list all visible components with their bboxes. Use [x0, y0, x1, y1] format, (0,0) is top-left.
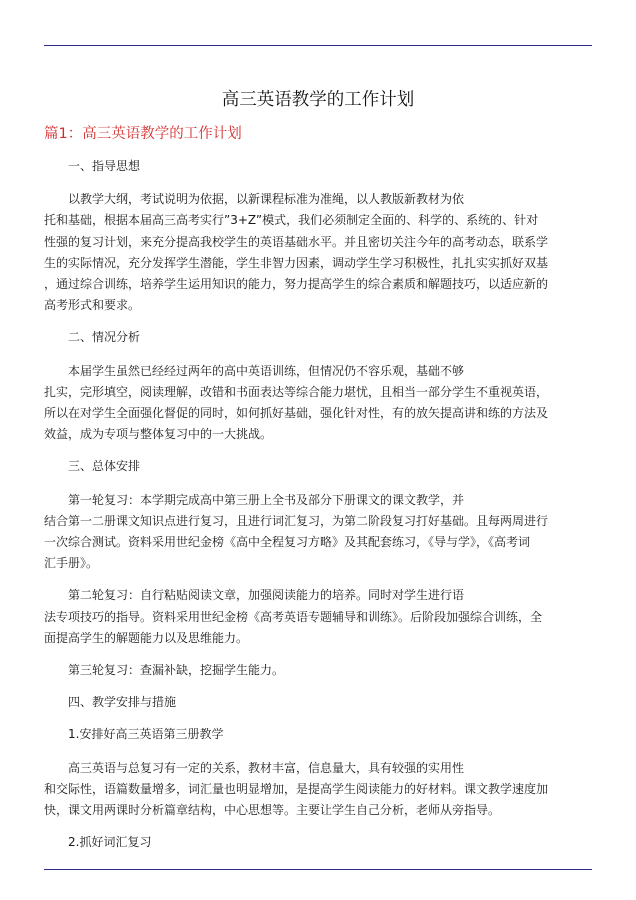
paragraph	[44, 660, 592, 681]
paragraph-line: 第三轮复习：查漏补缺，挖掘学生能力。	[68, 663, 285, 678]
paragraph	[44, 490, 592, 575]
paragraph-line: 结合第一二册课文知识点进行复习，且进行词汇复习，为第二阶段复习打好基础。且每两周进行	[44, 513, 549, 528]
paragraph-line: 生的实际情况，充分发挥学生潜能，学生非智力因素，调动学生学习积极性，扎扎实实抓好双基	[44, 255, 549, 270]
paragraph-line: 效益，成为专项与整体复习中的一大挑战。	[44, 427, 273, 442]
paragraph	[44, 585, 592, 649]
paragraph-line: 高考形式和要求。	[44, 298, 141, 313]
paragraph-line: 性强的复习计划，来充分提高我校学生的英语基础水平。并且密切关注今年的高考动态，联系学	[44, 234, 549, 249]
subsection-heading: 2.抓好词汇复习	[68, 835, 152, 850]
paragraph-line: 快，课文用两课时分析篇章结构，中心思想等。主要让学生自己分析，老师从旁指导。	[44, 803, 501, 818]
paragraph-line: 所以在对学生全面强化督促的同时，如何抓好基础，强化针对性，有的放矢提高讲和练的方法及	[44, 406, 549, 421]
document-title: 高三英语教学的工作计划	[221, 90, 415, 110]
paragraph-line: 托和基础，根据本届高三高考实行”3+Z”模式，我们必须制定全面的、科学的、系统的、针对	[44, 213, 539, 228]
paragraph-line: 一次综合测试。资料采用世纪金榜《高中全程复习方略》及其配套练习，《导与学》，《高考词	[44, 535, 531, 550]
paragraph-line: ，通过综合训练，培养学生运用知识的能力，努力提高学生的综合素质和解题技巧，以适应新的	[44, 277, 549, 292]
part-heading: 篇1：高三英语教学的工作计划	[44, 126, 242, 142]
paragraph	[44, 189, 592, 316]
document-body	[44, 156, 592, 853]
paragraph-line: 扎实，完形填空，阅读理解，改错和书面表达等综合能力堪忧，且相当一部分学生不重视英语，	[44, 384, 549, 399]
paragraph-line: 面提高学生的解题能力以及思维能力。	[44, 630, 249, 645]
paragraph-line: 汇手册》。	[44, 556, 99, 571]
paragraph-line: 法专项技巧的指导。资料采用世纪金榜《高考英语专题辅导和训练》。后阶段加强综合训练，全	[44, 609, 543, 624]
paragraph-line: 本届学生虽然已经经过两年的高中英语训练，但情况仍不容乐观，基础不够	[68, 363, 465, 378]
paragraph	[44, 758, 592, 822]
paragraph-line: 第二轮复习：自行粘贴阅读文章，加强阅读能力的培养。同时对学生进行语	[68, 588, 465, 603]
paragraph-line: 和交际性，语篇数量增多，词汇量也明显增加，是提高学生阅读能力的好材料。课文教学速度加	[44, 781, 549, 796]
section-heading: 三、总体安排	[68, 459, 141, 474]
section-heading: 二、情况分析	[68, 330, 141, 345]
section-heading: 四、教学安排与措施	[68, 695, 177, 710]
paragraph-line: 第一轮复习：本学期完成高中第三册上全书及部分下册课文的课文教学，并	[68, 492, 465, 507]
footer-rule	[44, 869, 592, 870]
section-heading: 一、指导思想	[68, 159, 141, 173]
paragraph-line: 以教学大纲，考试说明为依据，以新课程标准为准绳，以人教版新教材为依	[68, 192, 465, 207]
header-rule	[44, 45, 592, 46]
subsection-heading: 1.安排好高三英语第三册教学	[68, 727, 224, 742]
paragraph	[44, 361, 592, 446]
paragraph-line: 高三英语与总复习有一定的关系，教材丰富，信息量大，具有较强的实用性	[68, 760, 465, 775]
